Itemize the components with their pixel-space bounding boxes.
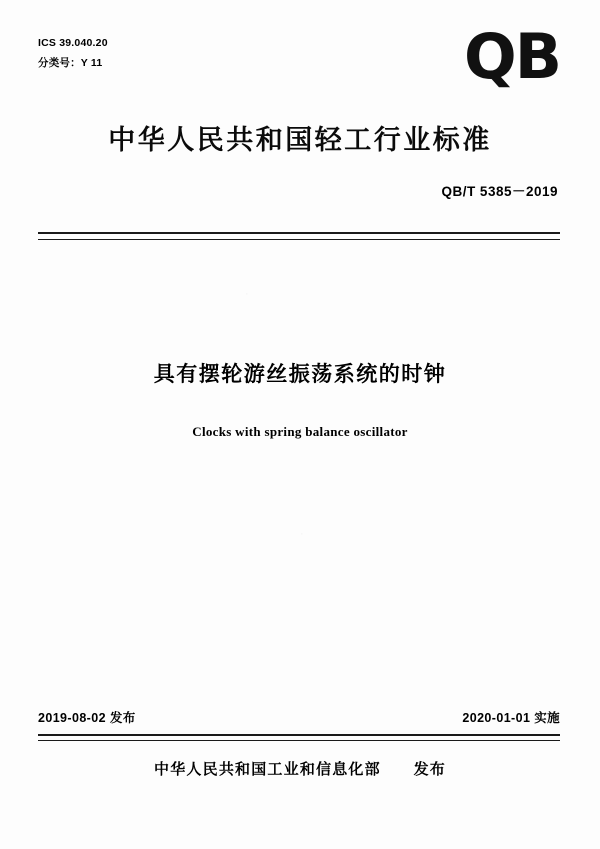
divider-bottom-thin <box>38 740 560 741</box>
ics-code: ICS 39.040.20 <box>38 37 108 49</box>
publisher-name: 中华人民共和国工业和信息化部 <box>154 761 381 778</box>
classification-code: 分类号：Y 11 <box>38 56 103 69</box>
standard-series-title: 中华人民共和国轻工行业标准 <box>108 125 492 155</box>
document-meta <box>38 34 108 74</box>
decorative-mark-1: · <box>245 288 249 300</box>
decorative-mark-2: · <box>300 528 304 540</box>
standard-number: QB/T 5385－2019 <box>441 184 558 199</box>
document-title-english: Clocks with spring balance oscillator <box>192 424 408 439</box>
issue-date: 2019-08-02 发布 <box>38 711 136 725</box>
document-title-chinese: 具有摆轮游丝振荡系统的时钟 <box>153 363 447 386</box>
qb-logo: QB <box>464 20 560 93</box>
publisher-action: 发布 <box>413 761 446 778</box>
effective-date: 2020-01-01 实施 <box>462 711 560 725</box>
divider-bottom-thick <box>38 734 560 736</box>
divider-top-thin <box>38 239 560 240</box>
divider-top-thick <box>38 232 560 234</box>
publisher-line <box>0 758 600 779</box>
